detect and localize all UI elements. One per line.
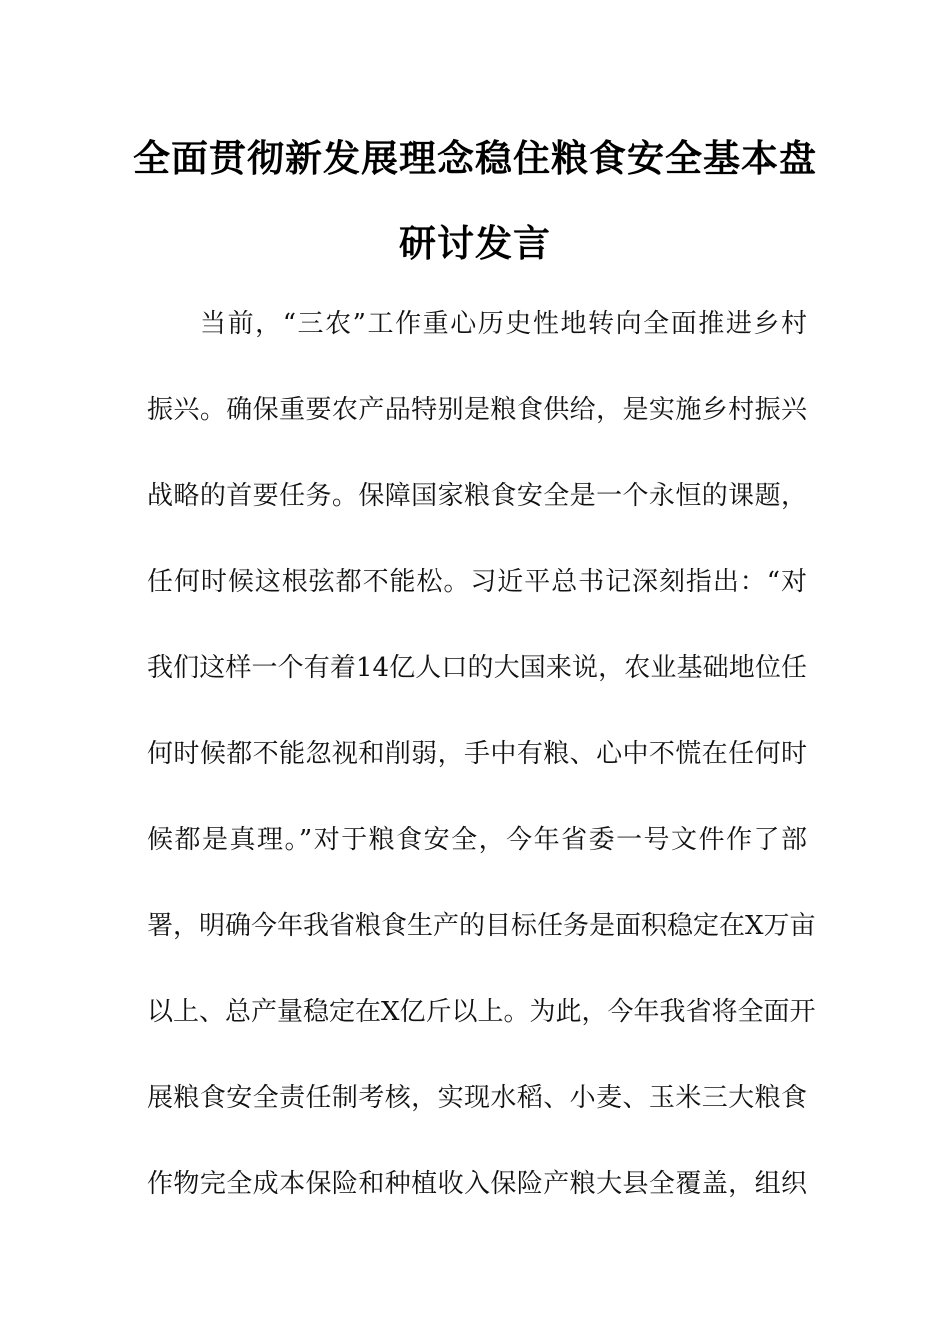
body-text-line: 任何时候这根弦都不能松。习近平总书记深刻指出：“对 [147,567,807,597]
body-text-line: 展粮食安全责任制考核，实现水稻、小麦、玉米三大粮食 [147,1083,807,1113]
document-title-line-1: 全面贯彻新发展理念稳住粮食安全基本盘 [133,137,817,180]
body-text-line: 战略的首要任务。保障国家粮食安全是一个永恒的课题， [147,481,807,511]
body-text-line: 署，明确今年我省粮食生产的目标任务是面积稳定在X万亩 [147,911,816,941]
body-text-line: 当前，“三农”工作重心历史性地转向全面推进乡村 [200,309,807,339]
body-text-line: 作物完全成本保险和种植收入保险产粮大县全覆盖，组织 [147,1169,807,1199]
body-text-line: 候都是真理。”对于粮食安全，今年省委一号文件作了部 [147,825,807,855]
body-text-line: 以上、总产量稳定在X亿斤以上。为此，今年我省将全面开 [147,997,816,1027]
body-text-line: 何时候都不能忽视和削弱，手中有粮、心中不慌在任何时 [147,739,807,769]
document-title-line-2: 研讨发言 [399,222,551,265]
body-text-line: 我们这样一个有着14亿人口的大国来说，农业基础地位任 [147,653,807,683]
body-text-line: 振兴。确保重要农产品特别是粮食供给，是实施乡村振兴 [147,395,807,425]
